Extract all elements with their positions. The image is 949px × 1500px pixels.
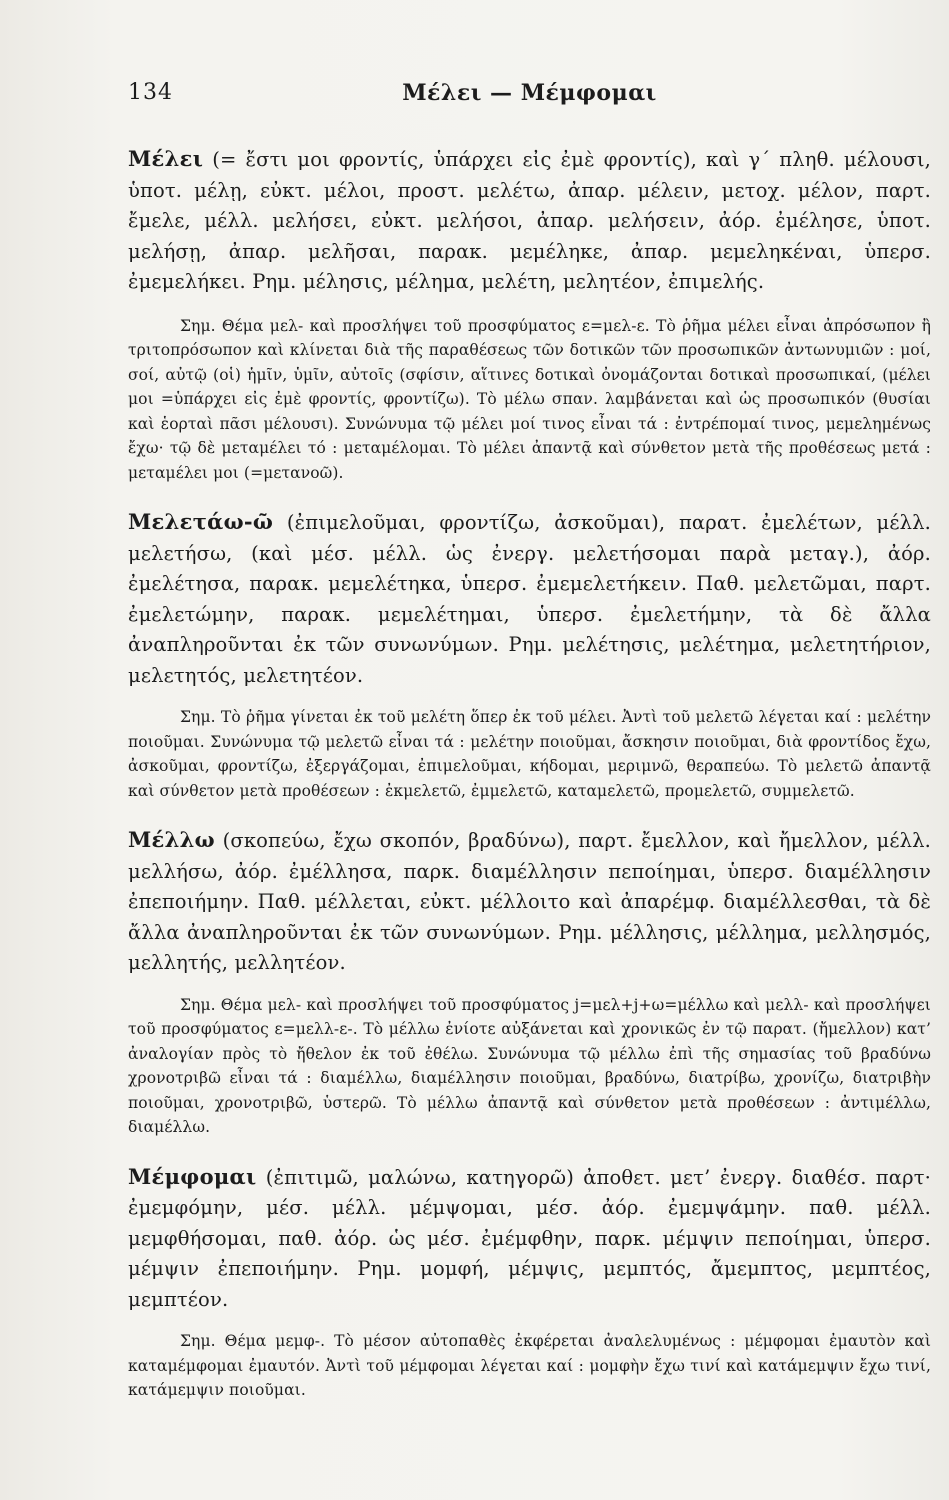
headword: Μέλλω: [128, 827, 215, 852]
running-head: Μέλει — Μέμφομαι: [402, 80, 657, 106]
grammar-note: Σημ. Θέμα μελ- καὶ προσλήψει τοῦ προσφύματος j=μελ+j+ω=μέλλω καὶ μελλ- καὶ προσλήψει τοῦ προσφύματος ε=μελλ-ε-. Τὸ μέλλω ἐνίοτε αὐξάνεται καὶ χρονικῶς ἐν τῷ παρατ. (ἤμελλον) κατ’ ἀναλογίαν πρὸς τὸ ἤθελον ἐκ τοῦ ἐθέλω. Συνώνυμα τῷ μέλλω ἐπὶ τῆς σημασίας τοῦ βραδύνω χρονοτριβῶ εἶναι τά : διαμέλλω, διαμέλλησιν ποιοῦμαι, βραδύνω, διατρίβω, χρονίζω, διατριβὴν ποιοῦμαι, χρονοτριβῶ, ὑστερῶ. Τὸ μέλλω ἀπαντᾷ καὶ σύνθετον μετὰ προθέσεων : ἀντιμέλλω, διαμέλλω.: [128, 995, 931, 1136]
page-header: [128, 80, 931, 124]
grammar-note: Σημ. Θέμα μελ- καὶ προσλήψει τοῦ προσφύματος ε=μελ-ε. Τὸ ῥῆμα μέλει εἶναι ἀπρόσωπον ἢ τριτοπρόσωπον καὶ κλίνεται διὰ τῆς παραθέσεως τῶν δοτικῶν τῶν προσωπικῶν ἀντωνυμιῶν : μοί, σοί, αὐτῷ (οἱ) ἡμῖν, ὑμῖν, αὐτοῖς (σφίσιν, αἵτινες δοτικαὶ ὀνομάζονται δοτικαὶ προσωπικαί, (μέλει μοι =ὑπάρχει εἰς ἐμὲ φροντίς, φροντίζω). Τὸ μέλω σπαν. λαμβάνεται καὶ ὡς προσωπικόν (θυσίαι καὶ ἑορταὶ πᾶσι μέλουσι). Συνώνυμα τῷ μέλει μοί τινος εἶναι τά : ἐντρέπομαί τινος, μεμελημένως ἔχω· τῷ δὲ μεταμέλει τό : μεταμέλομαι. Τὸ μέλει ἀπαντᾷ καὶ σύνθετον μετὰ τῆς προθέσεως μετά : μεταμέλει μοι (=μετανοῶ).: [128, 316, 931, 482]
entry-text: (σκοπεύω, ἔχω σκοπόν, βραδύνω), παρτ. ἔμελλον, καὶ ἤμελλον, μέλλ. μελλήσω, ἀόρ. ἐμέλλησα, παρκ. διαμέλλησιν πεποίημαι, ὑπερσ. διαμέλλησιν ἐπεποιήμην. Παθ. μέλλεται, εὐκτ. μέλλοιτο καὶ ἀπαρέμφ. διαμέλλεσθαι, τὰ δὲ ἄλλα ἀναπληροῦνται ἐκ τῶν συνωνύμων. Ρημ. μέλλησις, μέλλημα, μελλησμός, μελλητής, μελλητέον.: [128, 829, 931, 974]
page-number: 134: [128, 80, 173, 105]
entry-text: (ἐπιτιμῶ, μαλώνω, κατηγορῶ) ἀποθετ. μετ’ ἐνεργ. διαθέσ. παρτ· ἐμεμφόμην, μέσ. μέλλ. μέμψομαι, μέσ. ἀόρ. ἐμεμψάμην. παθ. μέλλ. μεμφθήσομαι, παθ. ἀόρ. ὡς μέσ. ἐμέμφθην, παρκ. μέμψιν πεποίημαι, ὑπερσ. μέμψιν ἐπεποιήμην. Ρημ. μομφή, μέμψις, μεμπτός, ἄμεμπτος, μεμπτέος, μεμπτέον.: [128, 1165, 931, 1311]
entry-body: [128, 1162, 931, 1316]
entry-body: [128, 507, 931, 691]
entry-memphomai: [128, 1162, 931, 1403]
entry-text: (ἐπιμελοῦμαι, φροντίζω, ἀσκοῦμαι), παρατ. ἐμελέτων, μέλλ. μελετήσω, (καὶ μέσ. μέλλ. ὡς ἐνεργ. μελετήσομαι παρὰ μεταγ.), ἀόρ. ἐμελέτησα, παρακ. μεμελέτηκα, ὑπερσ. ἐμεμελετήκειν. Παθ. μελετῶμαι, παρτ. ἐμελετώμην, παρακ. μεμελέτημαι, ὑπερσ. ἐμελετήμην, τὰ δὲ ἄλλα ἀναπληροῦνται ἐκ τῶν συνωνύμων. Ρημ. μελέτησις, μελέτημα, μελετητήριον, μελετητός, μελετητέον.: [128, 511, 931, 687]
entry-melei: [128, 144, 931, 485]
headword: Μελετάω-ῶ: [128, 509, 274, 534]
grammar-note: Σημ. Τὸ ῥῆμα γίνεται ἐκ τοῦ μελέτη ὅπερ ἐκ τοῦ μέλει. Ἀντὶ τοῦ μελετῶ λέγεται καί : μελέτην ποιοῦμαι. Συνώνυμα τῷ μελετῶ εἶναι τά : μελέτην ποιοῦμαι, ἄσκησιν ποιοῦμαι, διὰ φροντίδος ἔχω, ἀσκοῦμαι, φροντίζω, ἐξεργάζομαι, ἐπιμελοῦμαι, κήδομαι, μεριμνῶ, θεραπεύω. Τὸ μελετῶ ἀπαντᾷ καὶ σύνθετον μετὰ προθέσεων : ἐκμελετῶ, ἐμμελετῶ, καταμελετῶ, προμελετῶ, συμμελετῶ.: [128, 708, 931, 800]
entry-mello: [128, 825, 931, 1140]
grammar-note: Σημ. Θέμα μεμφ-. Τὸ μέσον αὐτοπαθὲς ἐκφέρεται ἀναλελυμένως : μέμφομαι ἐμαυτὸν καὶ καταμέμφομαι ἐμαυτόν. Ἀντὶ τοῦ μέμφομαι λέγεται καί : μομφὴν ἔχω τινί καὶ κατάμεμψιν ἔχω τινί, κατάμεμψιν ποιοῦμαι.: [128, 1332, 931, 1399]
entry-body: [128, 825, 931, 979]
entry-meletao: [128, 507, 931, 803]
entry-body: [128, 144, 931, 298]
entry-text: (= ἔστι μοι φροντίς, ὑπάρχει εἰς ἐμὲ φροντίς), καὶ γ΄ πληθ. μέλουσι, ὑποτ. μέλῃ, εὐκτ. μέλοι, προστ. μελέτω, ἀπαρ. μέλειν, μετοχ. μέλον, παρτ. ἔμελε, μέλλ. μελήσει, εὐκτ. μελήσοι, ἀπαρ. μελήσειν, ἀόρ. ἐμέλησε, ὑποτ. μελήσῃ, ἀπαρ. μελῆσαι, παρακ. μεμέληκε, ἀπαρ. μεμεληκέναι, ὑπερσ. ἐμεμελήκει. Ρημ. μέλησις, μέλημα, μελέτη, μελητέον, ἐπιμελής.: [128, 148, 931, 293]
headword: Μέμφομαι: [128, 1163, 257, 1189]
headword: Μέλει: [128, 146, 204, 171]
